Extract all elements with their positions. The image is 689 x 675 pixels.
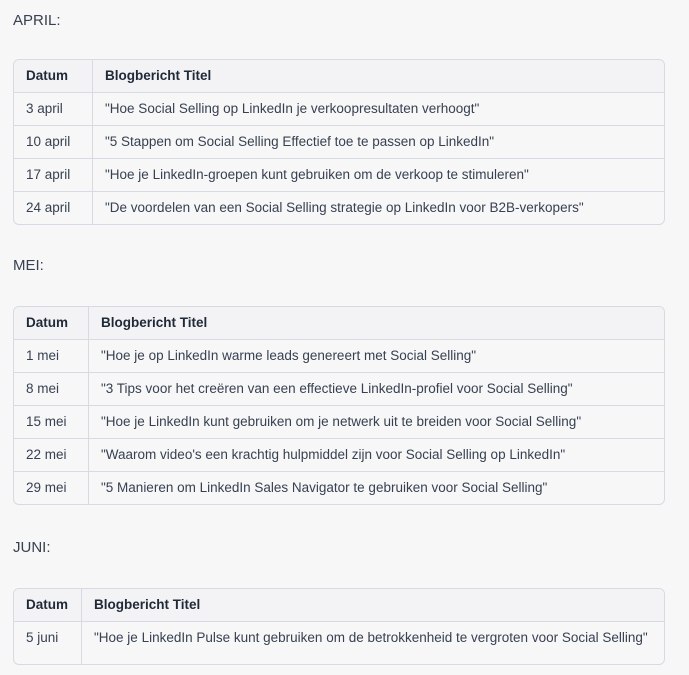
table-juni [13, 588, 665, 665]
row-date: 5 juni [14, 622, 82, 664]
table-header-row [14, 60, 664, 93]
table-april [13, 59, 665, 225]
section-heading-juni: JUNI: [13, 539, 51, 556]
row-date: 3 april [14, 93, 93, 126]
row-date: 17 april [14, 159, 93, 192]
row-title: "5 Manieren om LinkedIn Sales Navigator te gebruiken voor Social Selling" [101, 480, 548, 495]
row-title: "3 Tips voor het creëren van een effectieve LinkedIn-profiel voor Social Selling" [89, 373, 664, 406]
column-header-date: Datum [14, 60, 93, 93]
column-header-title: Blogbericht Titel [89, 307, 664, 340]
row-date: 15 mei [14, 406, 89, 439]
row-date: 8 mei [14, 373, 89, 406]
row-title: "Hoe Social Selling op LinkedIn je verkoopresultaten verhoogt" [93, 93, 664, 126]
table-row [14, 472, 664, 504]
column-header-title: Blogbericht Titel [93, 60, 664, 93]
row-title: "De voordelen van een Social Selling strategie op LinkedIn voor B2B-verkopers" [105, 200, 584, 215]
row-title: "Hoe je op LinkedIn warme leads genereert met Social Selling" [89, 340, 664, 373]
row-title: "5 Stappen om Social Selling Effectief toe te passen op LinkedIn" [93, 126, 664, 159]
row-date: 22 mei [14, 439, 89, 472]
section-heading-mei: MEI: [13, 257, 44, 274]
row-title: "Waarom video's een krachtig hulpmiddel zijn voor Social Selling op LinkedIn" [89, 439, 664, 472]
row-date: 29 mei [14, 472, 89, 504]
column-header-title: Blogbericht Titel [82, 589, 664, 622]
table-row [14, 373, 664, 406]
column-header-date: Datum [14, 307, 89, 340]
row-date: 10 april [14, 126, 93, 159]
table-header-row [14, 589, 664, 622]
table-header-row [14, 307, 664, 340]
table-row [14, 340, 664, 373]
table-row [14, 126, 664, 159]
table-row [14, 93, 664, 126]
row-date: 24 april [14, 192, 93, 224]
column-header-date: Datum [14, 589, 82, 622]
table-row [14, 159, 664, 192]
row-title: "Hoe je LinkedIn Pulse kunt gebruiken om de betrokkenheid te vergroten voor Social Selling" [94, 630, 648, 645]
row-title: "Hoe je LinkedIn-groepen kunt gebruiken om de verkoop te stimuleren" [93, 159, 664, 192]
table-row [14, 622, 664, 664]
section-heading-april: APRIL: [13, 12, 61, 29]
row-title: "Hoe je LinkedIn kunt gebruiken om je netwerk uit te breiden voor Social Selling" [89, 406, 664, 439]
row-date: 1 mei [14, 340, 89, 373]
table-mei [13, 306, 665, 505]
table-row [14, 192, 664, 224]
table-row [14, 406, 664, 439]
table-row [14, 439, 664, 472]
